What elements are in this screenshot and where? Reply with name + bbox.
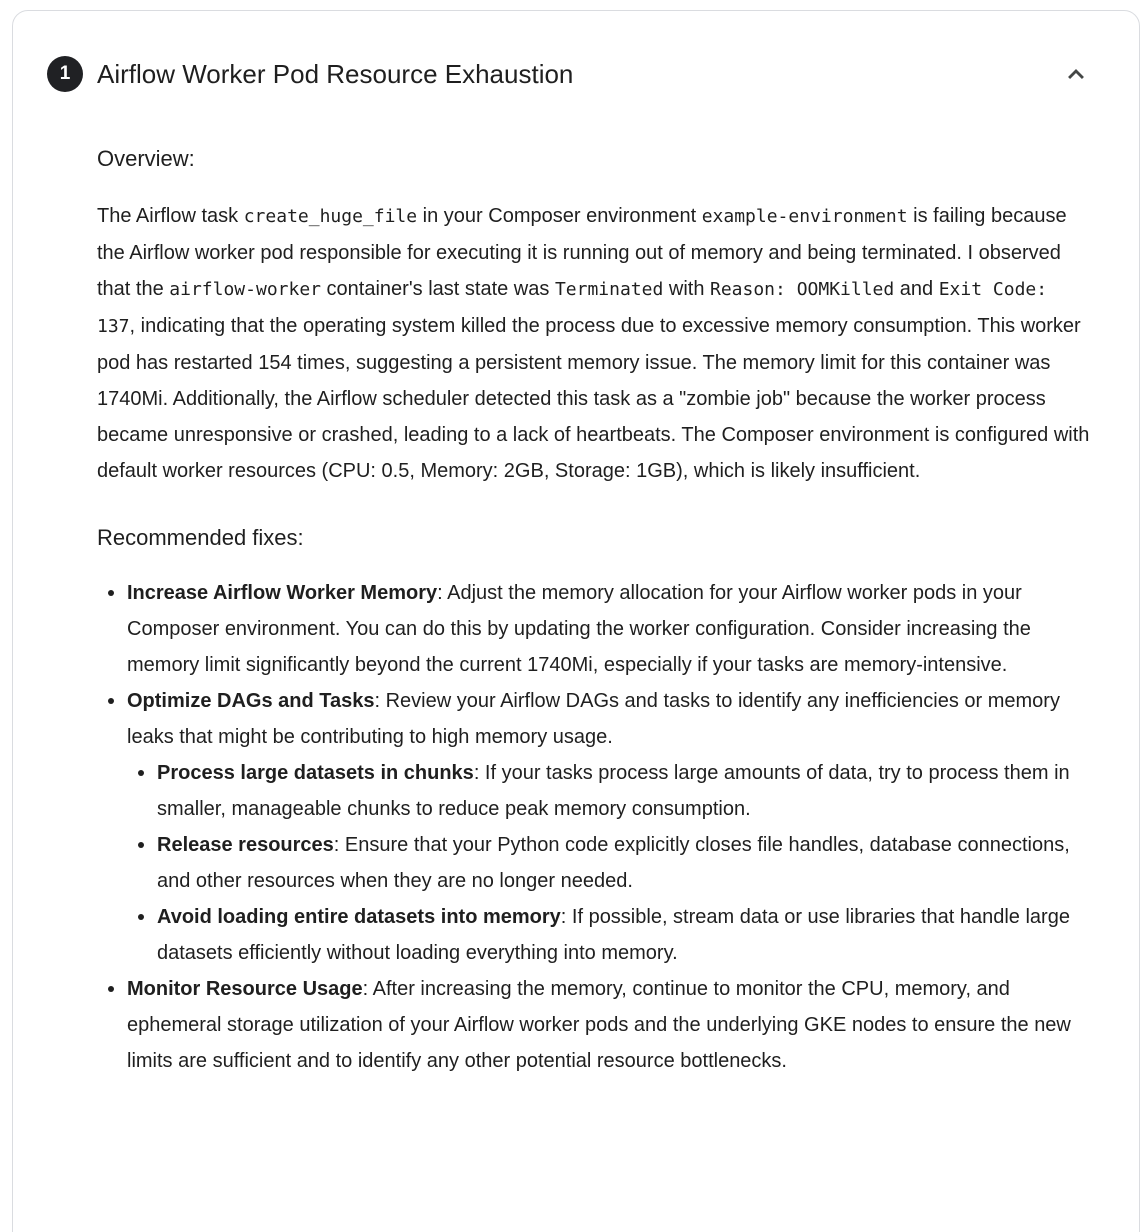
- inline-code: create_huge_file: [243, 206, 418, 227]
- fix-subitem-text: : If possible, stream data or use libraries that handle large datasets efficiently without loading everything into memory.: [157, 906, 1070, 964]
- fix-subitem-title: Process large datasets in chunks: [157, 762, 474, 784]
- overview-paragraph: [97, 198, 1095, 489]
- text-segment: with: [663, 278, 710, 300]
- fix-subitem: [157, 899, 1095, 971]
- text-segment: in your Composer environment: [417, 205, 702, 227]
- fix-item-title: Increase Airflow Worker Memory: [127, 582, 438, 604]
- text-segment: and: [894, 278, 939, 300]
- collapse-button[interactable]: [1063, 61, 1089, 87]
- fix-subitem-text: : If your tasks process large amounts of data, try to process them in smaller, manageable chunks to reduce peak memory consumption.: [157, 762, 1070, 820]
- fix-item-title: Optimize DAGs and Tasks: [127, 690, 375, 712]
- inline-code: Exit Code: 137: [97, 279, 1048, 337]
- fix-subitem-text: : Ensure that your Python code explicitly closes file handles, database connections, and other resources when they are no longer needed.: [157, 834, 1070, 892]
- fix-subitem-title: Release resources: [157, 834, 334, 856]
- fix-subitem-title: Avoid loading entire datasets into memory: [157, 906, 561, 928]
- inline-code: Terminated: [554, 279, 664, 300]
- fix-sublist: [127, 755, 1095, 971]
- text-segment: , indicating that the operating system killed the process due to excessive memory consumption. This worker pod has restarted 154 times, suggesting a persistent memory issue. The memory limit for this container was 1740Mi. Additionally, the Airflow scheduler detected this task as a "zombie job" because the worker process became unresponsive or crashed, leading to a lack of heartbeats. The Composer environment is configured with default worker resources (CPU: 0.5, Memory: 2GB, Storage: 1GB), which is likely insufficient.: [97, 315, 1090, 482]
- issue-card: [12, 10, 1140, 1232]
- fix-subitem: [157, 827, 1095, 899]
- text-segment: is failing because the Airflow worker pod responsible for executing it is running out of memory and being terminated. I observed that the: [97, 205, 1067, 300]
- fix-item: [127, 683, 1095, 971]
- fix-item: [127, 971, 1095, 1079]
- issue-title: Airflow Worker Pod Resource Exhaustion: [97, 59, 574, 89]
- issue-card-body: [13, 145, 1139, 1119]
- fix-item-title: Monitor Resource Usage: [127, 978, 363, 1000]
- text-segment: container's last state was: [321, 278, 555, 300]
- issue-card-header[interactable]: [13, 11, 1139, 92]
- overview-heading: Overview:: [97, 146, 195, 171]
- fix-list: [97, 575, 1095, 1079]
- fix-item: [127, 575, 1095, 683]
- fix-item-text: : Adjust the memory allocation for your Airflow worker pods in your Composer environment. You can do this by updating the worker configuration. Consider increasing the memory limit significantly beyond the current 1740Mi, especially if your tasks are memory-intensive.: [127, 582, 1031, 676]
- fix-item-text: : Review your Airflow DAGs and tasks to identify any inefficiencies or memory leaks that might be contributing to high memory usage.: [127, 690, 1060, 748]
- fix-subitem: [157, 755, 1095, 827]
- fix-item-text: : After increasing the memory, continue to monitor the CPU, memory, and ephemeral storage utilization of your Airflow worker pods and the underlying GKE nodes to ensure the new limits are sufficient and to identify any other potential resource bottlenecks.: [127, 978, 1071, 1072]
- inline-code: Reason: OOMKilled: [710, 279, 895, 300]
- chevron-up-icon: [1063, 61, 1089, 87]
- inline-code: example-environment: [701, 206, 908, 227]
- text-segment: The Airflow task: [97, 205, 244, 227]
- issue-number-badge: 1: [47, 56, 83, 92]
- inline-code: airflow-worker: [169, 279, 321, 300]
- recommended-fixes-heading: Recommended fixes:: [97, 525, 304, 550]
